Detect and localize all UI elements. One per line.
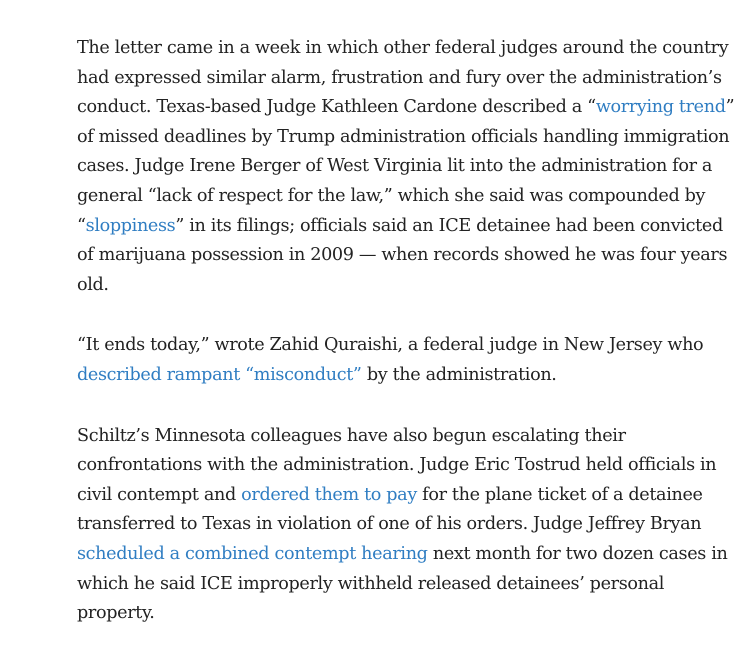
paragraph-text: by the administration.: [361, 364, 557, 385]
paragraph-text: next month for two dozen cases in which he said ICE improperly withheld released detainees’ personal property.: [77, 543, 728, 624]
paragraph-text: The letter came in a week in which other federal judges around the country had expressed similar alarm, frustration and fury over the administration’s conduct. Texas-based Judge Kathleen Cardone described a “: [77, 38, 729, 118]
paragraph-text: “It ends today,” wrote Zahid Quraishi, a federal judge in New Jersey who: [77, 335, 704, 356]
link-sloppiness[interactable]: sloppiness: [85, 215, 176, 236]
paragraph-text: ” in its filings; officials said an ICE detainee had been convicted of marijuana possession in 2009 — when records showed he was four years old.: [77, 215, 728, 295]
link-scheduled-contempt-hearing[interactable]: scheduled a combined contempt hearing: [77, 543, 428, 564]
paragraph-text: for the plane ticket of a detainee transferred to Texas in violation of one of his orders. Judge Jeffrey Bryan: [77, 484, 703, 535]
paragraph-text: Schiltz’s Minnesota colleagues have also begun escalating their confrontations with the administration. Judge Eric Tostrud held officials in civil contempt and: [77, 425, 717, 505]
paragraph-minnesota: [77, 422, 737, 629]
link-ordered-them-to-pay[interactable]: ordered them to pay: [241, 484, 417, 505]
link-described-rampant-misconduct[interactable]: described rampant “misconduct”: [77, 364, 362, 385]
paragraph-letter: [77, 34, 737, 300]
paragraph-text: ” of missed deadlines by Trump administration officials handling immigration cases. Judge Irene Berger of West Virginia lit into the administration for a general “lack of respect for the law,” which she said was compounded by “: [77, 97, 735, 236]
article-body: [77, 34, 737, 660]
link-worrying-trend[interactable]: worrying trend: [595, 97, 726, 118]
paragraph-quraishi: [77, 331, 737, 390]
